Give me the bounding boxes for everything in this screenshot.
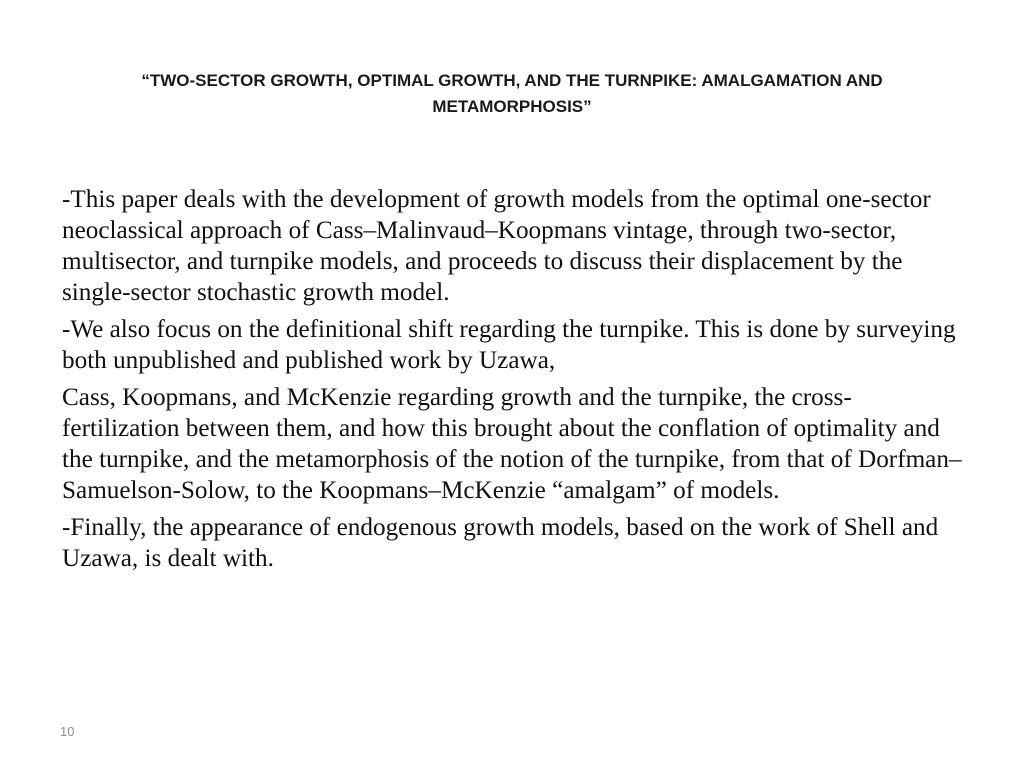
slide-title: “TWO-SECTOR GROWTH, OPTIMAL GROWTH, AND THE TURNPIKE: AMALGAMATION AND METAMORPHOSIS” — [141, 71, 883, 116]
paragraph-2: -We also focus on the definitional shift regarding the turnpike. This is done by surveying both unpublished and published work by Uzawa, — [62, 316, 956, 374]
paragraph-4: -Finally, the appearance of endogenous growth models, based on the work of Shell and Uzawa, is dealt with. — [62, 514, 939, 572]
slide-body — [62, 184, 962, 580]
paragraph-1: -This paper deals with the development of growth models from the optimal one-sector neoclassical approach of Cass–Malinvaud–Koopmans vintage, through two-sector, multisector, and turnpike models, and proceeds to discuss their displacement by the single-sector stochastic growth model. — [62, 186, 931, 306]
paragraph-3: Cass, Koopmans, and McKenzie regarding growth and the turnpike, the cross-fertilization between them, and how this brought about the conflation of optimality and the turnpike, and the metamorphosis of the notion of the turnpike, from that of Dorfman–Samuelson-Solow, to the Koopmans–McKenzie “amalgam” of models. — [62, 384, 962, 504]
page-number: 10 — [60, 724, 75, 739]
